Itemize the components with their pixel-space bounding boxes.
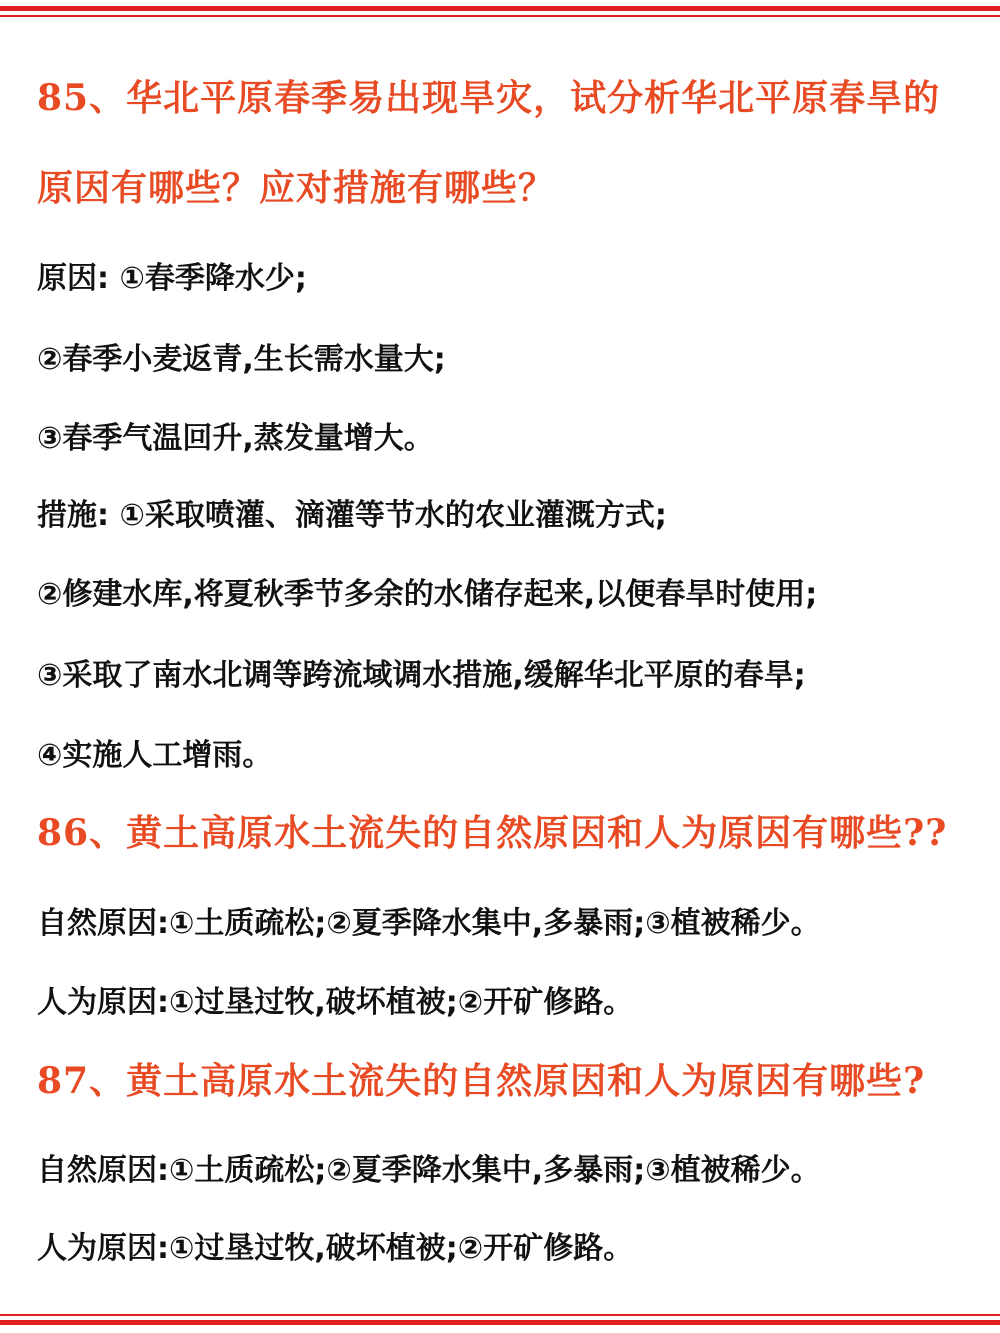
bottom-border-thin-line — [0, 1314, 1000, 1316]
q85-measure-4: ④实施人工增雨。 — [37, 738, 273, 773]
q85-measure-3: ③采取了南水北调等跨流域调水措施,缓解华北平原的春旱; — [37, 658, 806, 693]
q86-natural-causes: 自然原因:①土质疏松;②夏季降水集中,多暴雨;③植被稀少。 — [37, 906, 821, 941]
q87-title: 87、黄土高原水土流失的自然原因和人为原因有哪些? — [37, 1060, 926, 1102]
q85-title-line1: 85、华北平原春季易出现旱灾，试分析华北平原春旱的 — [37, 77, 941, 119]
q85-title-line2: 原因有哪些？应对措施有哪些？ — [37, 167, 556, 209]
q86-title: 86、黄土高原水土流失的自然原因和人为原因有哪些?? — [37, 812, 948, 854]
q85-measure-1: 措施: ①采取喷灌、滴灌等节水的农业灌溉方式; — [37, 498, 667, 533]
q87-natural-causes: 自然原因:①土质疏松;②夏季降水集中,多暴雨;③植被稀少。 — [37, 1153, 821, 1188]
bottom-border — [0, 1303, 1000, 1333]
q85-cause-2: ②春季小麦返青,生长需水量大; — [37, 342, 446, 377]
q85-cause-1: 原因: ①春季降水少; — [37, 261, 307, 296]
q85-measure-2: ②修建水库,将夏秋季节多余的水储存起来,以便春旱时使用; — [37, 577, 818, 612]
q87-human-causes: 人为原因:①过垦过牧,破坏植被;②开矿修路。 — [37, 1231, 634, 1266]
bottom-border-thick-line — [0, 1320, 1000, 1325]
q85-cause-3: ③春季气温回升,蒸发量增大。 — [37, 421, 434, 456]
q86-human-causes: 人为原因:①过垦过牧,破坏植被;②开矿修路。 — [37, 985, 634, 1020]
